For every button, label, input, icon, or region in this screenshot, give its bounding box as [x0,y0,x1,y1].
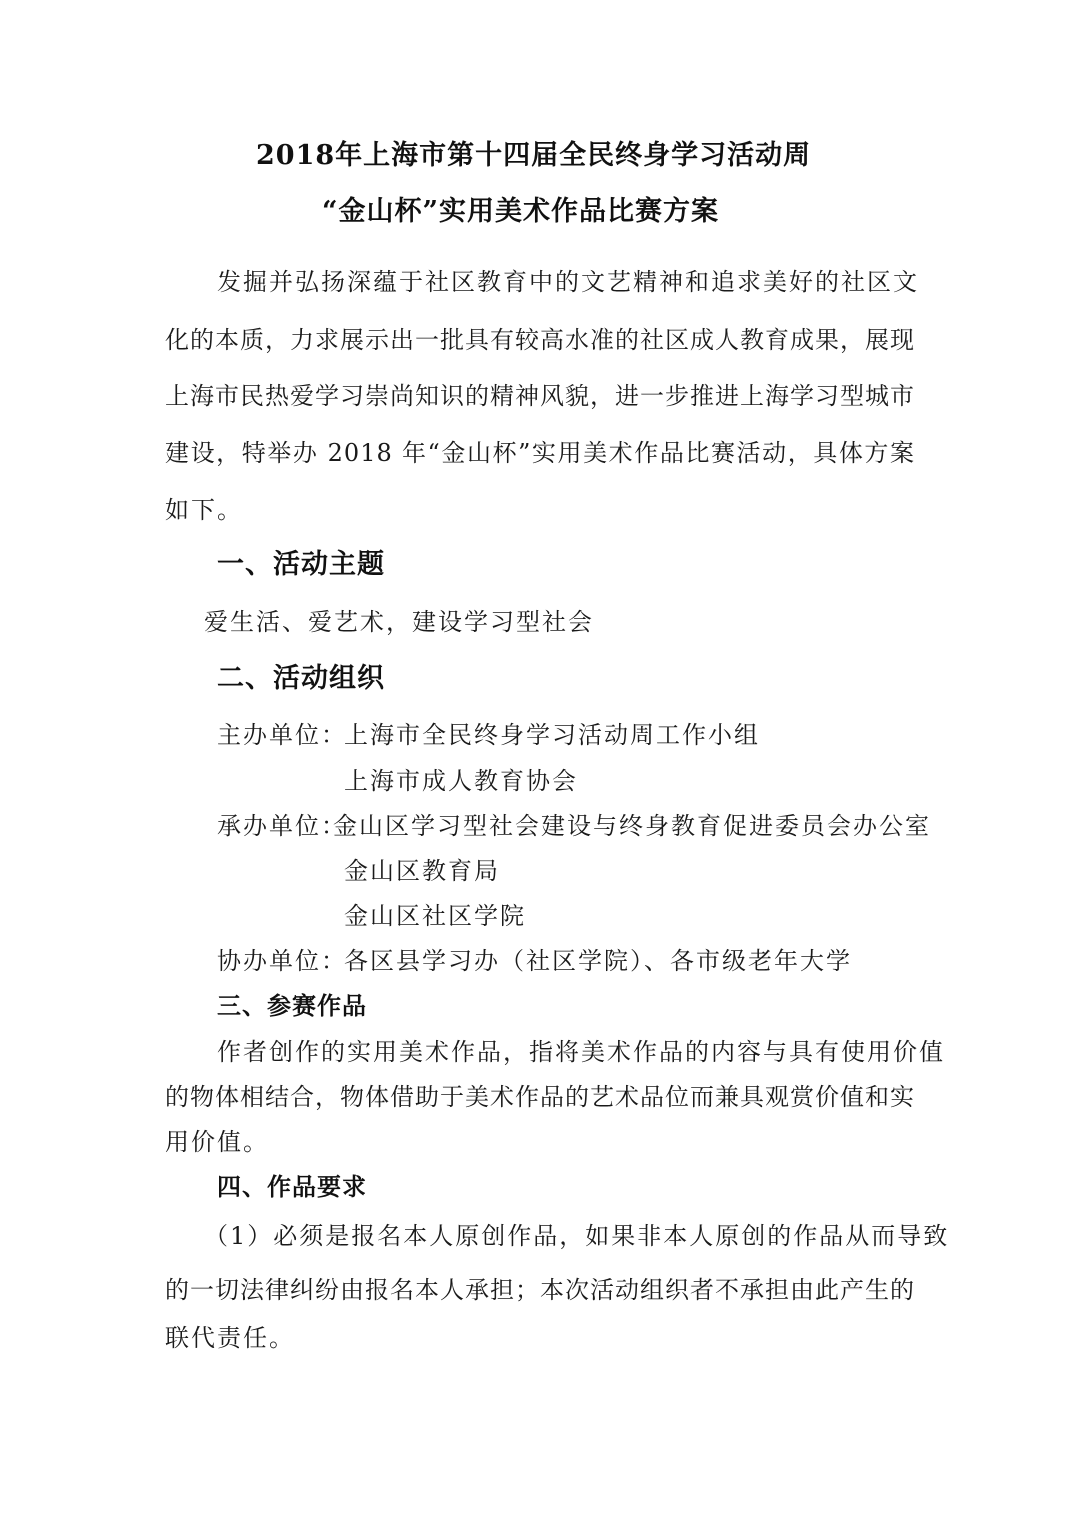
section-heading-theme: 一、活动主题 [217,549,385,580]
requirements-line: （1）必须是报名本人原创作品，如果非本人原创的作品从而导致 [204,1222,950,1250]
co-organizer-unit: 各区县学习办（社区学院）、各市级老年大学 [344,947,852,975]
section-heading-requirements: 四、作品要求 [217,1172,367,1201]
entries-line: 作者创作的实用美术作品，指将美术作品的内容与具有使用价值 [217,1038,945,1066]
section-heading-entries: 三、参赛作品 [217,991,367,1020]
entries-line: 用价值。 [165,1128,269,1156]
intro-line: 如下。 [165,496,243,524]
host-label: 主办单位： [217,721,347,749]
section-heading-organization: 二、活动组织 [217,663,385,694]
requirements-line: 联代责任。 [165,1324,295,1352]
organizer-label: 承办单位： [217,812,347,840]
theme-text: 爱生活、爱艺术，建设学习型社会 [204,608,594,636]
intro-line: 化的本质，力求展示出一批具有较高水准的社区成人教育成果，展现 [165,326,915,354]
intro-line: 建设，特举办 2018 年“金山杯”实用美术作品比赛活动，具体方案 [165,439,915,467]
organizer-unit: 金山区学习型社会建设与终身教育促进委员会办公室 [333,812,931,840]
host-unit: 上海市全民终身学习活动周工作小组 [344,721,760,749]
requirements-line: 的一切法律纠纷由报名本人承担；本次活动组织者不承担由此产生的 [165,1276,915,1304]
document-title-line-2: “金山杯”实用美术作品比赛方案 [322,196,720,227]
intro-line: 上海市民热爱学习崇尚知识的精神风貌，进一步推进上海学习型城市 [165,382,915,410]
organizer-unit: 金山区社区学院 [344,902,526,930]
intro-line: 发掘并弘扬深蕴于社区教育中的文艺精神和追求美好的社区文 [217,268,919,296]
organizer-unit: 金山区教育局 [344,857,500,885]
co-organizer-label: 协办单位： [217,947,347,975]
host-unit: 上海市成人教育协会 [344,767,578,795]
entries-line: 的物体相结合，物体借助于美术作品的艺术品位而兼具观赏价值和实 [165,1083,915,1111]
document-title-line-1: 2018年上海市第十四届全民终身学习活动周 [256,140,812,171]
